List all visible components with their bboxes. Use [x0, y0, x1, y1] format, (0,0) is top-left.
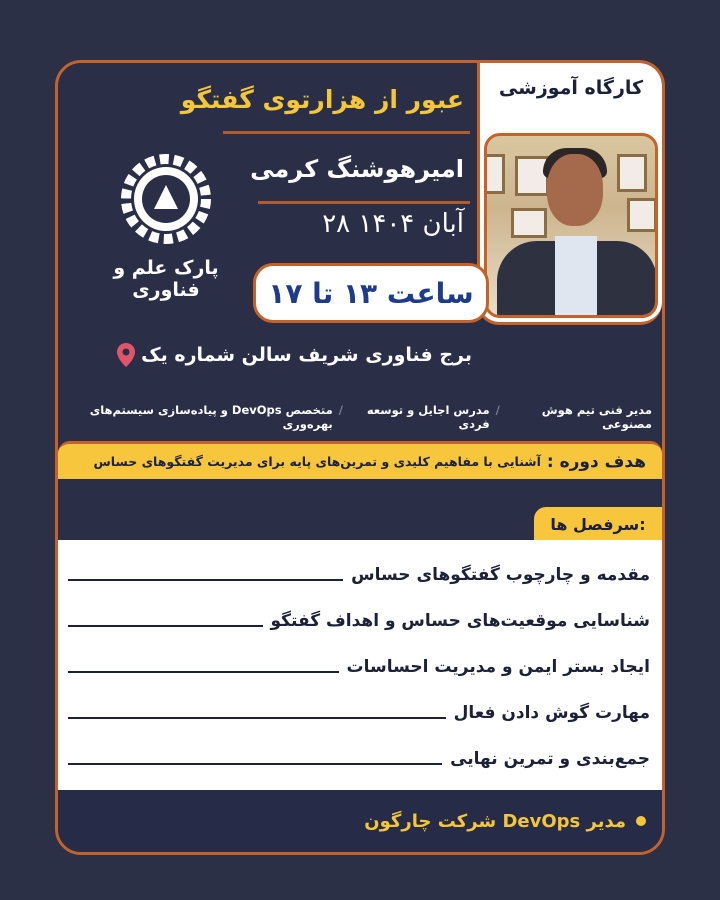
location-pin-icon	[117, 343, 135, 367]
location	[117, 343, 472, 367]
event-date: ۲۸ آبان ۱۴۰۴	[322, 209, 464, 239]
goal-label: هدف دوره :	[546, 451, 646, 472]
gear-logo-icon	[118, 151, 214, 247]
event-time: ساعت ۱۳ تا ۱۷	[253, 263, 489, 323]
workshop-title: عبور از هزارتوی گفتگو	[180, 85, 464, 114]
divider	[258, 201, 470, 204]
role: مدرس اجایل و توسعه فردی	[366, 403, 490, 431]
location-text: برج فناوری شریف سالن شماره یک	[141, 344, 472, 366]
goal-text: آشنایی با مفاهیم کلیدی و تمرین‌های پایه برای مدیریت گفتگوهای حساس	[93, 454, 541, 469]
divider	[223, 131, 470, 134]
list-item: مهارت گوش دادن فعال	[68, 690, 650, 736]
course-goal-bar	[58, 441, 662, 479]
list-item: مقدمه و چارچوب گفتگوهای حساس	[68, 552, 650, 598]
bullet-icon	[636, 816, 646, 826]
list-item: ایجاد بستر ایمن و مدیریت احساسات	[68, 644, 650, 690]
footer	[58, 790, 662, 852]
list-item: شناسایی موقعیت‌های حساس و اهداف گفتگو	[68, 598, 650, 644]
speaker-photo	[484, 133, 658, 318]
list-item: جمع‌بندی و تمرین نهایی	[68, 736, 650, 782]
workshop-badge: کارگاه آموزشی	[498, 77, 644, 99]
logo-text: پارک علم و فناوری	[113, 257, 219, 301]
role: مدیر فنی تیم هوش مصنوعی	[541, 403, 652, 431]
syllabus-list	[58, 540, 662, 793]
poster-card	[55, 60, 665, 855]
speaker-name: امیرهوشنگ کرمی	[250, 155, 464, 183]
workshop-badge-panel	[477, 63, 662, 325]
footer-text: مدیر DevOps شرکت چارگون	[364, 810, 626, 832]
role: متخصص DevOps و پیاده‌سازی سیستم‌های بهره‌وری	[89, 403, 333, 431]
science-park-logo	[106, 151, 226, 301]
speaker-roles: مدیر فنی تیم هوش مصنوعی / مدرس اجایل و توسعه فردی / متخصص DevOps و پیاده‌سازی سیستم‌های بهره‌وری	[68, 403, 652, 431]
syllabus-heading: سرفصل ها:	[534, 507, 662, 541]
